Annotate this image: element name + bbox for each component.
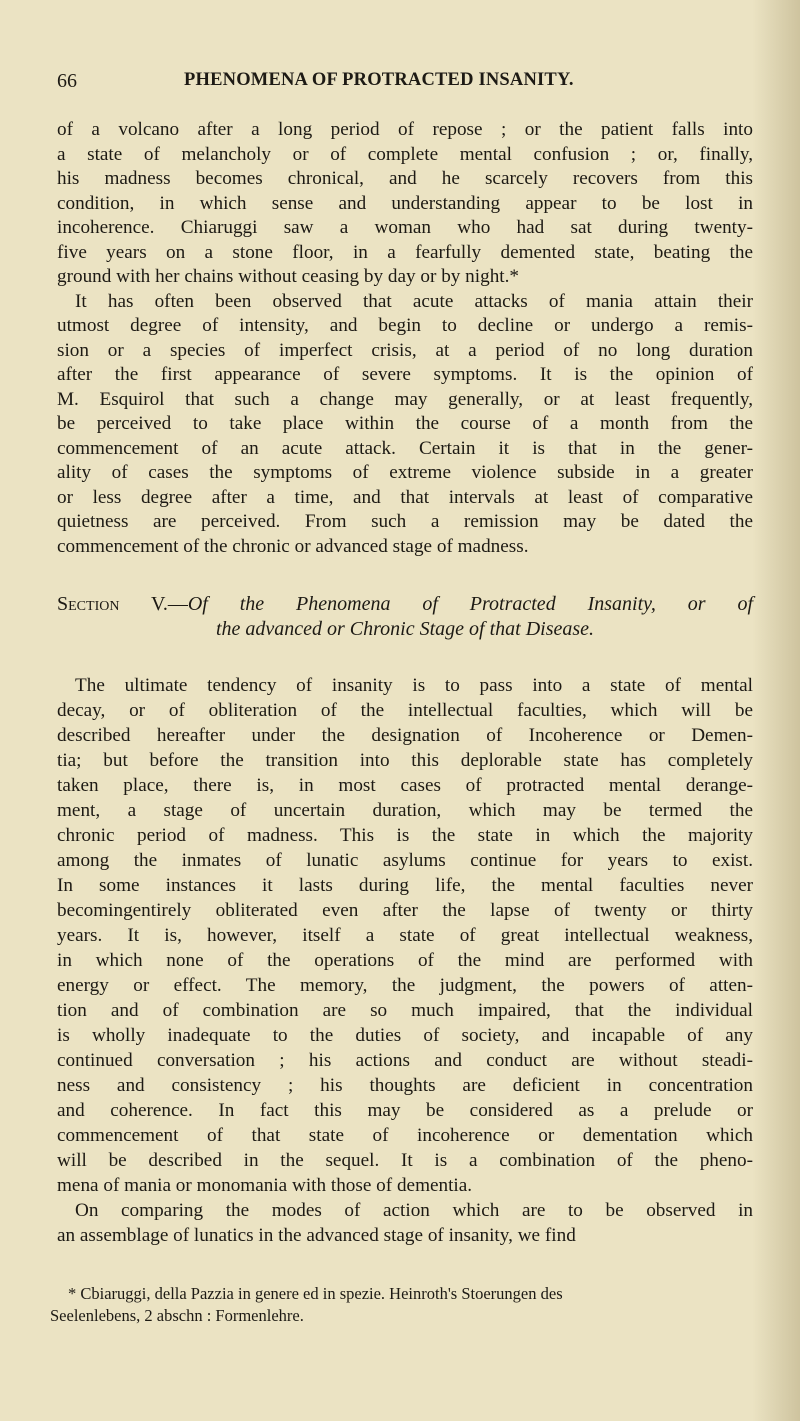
text-line: On comparing the modes of action which are to be observed in [75,1200,753,1221]
text-line: ment, a stage of uncertain duration, which may be termed the [57,800,753,821]
text-line: his madness becomes chronical, and he scarcely recovers from this [57,168,753,189]
section-title-line-2: the advanced or Chronic Stage of that Disease. [215,618,595,640]
page-number: 66 [57,70,77,92]
text-line: be perceived to take place within the course of a month from the [57,413,753,434]
text-line: M. Esquirol that such a change may generally, or at least frequently, [57,388,753,410]
text-line: tion and of combination are so much impaired, that the individual [57,1000,753,1021]
text-line: of a volcano after a long period of repose ; or the patient falls into [57,119,753,140]
text-line: incoherence. Chiaruggi saw a woman who had sat during twenty- [57,217,753,238]
section-heading [57,592,753,642]
text-line: sion or a species of imperfect crisis, at a period of no long duration [57,339,753,361]
text-line: commencement of that state of incoherence or dementation which [57,1125,753,1146]
text-line: will be described in the sequel. It is a combination of the pheno- [57,1150,753,1171]
text-line: decay, or of obliteration of the intellectual faculties, which will be [57,700,753,721]
footnote [50,1283,750,1327]
text-line: chronic period of madness. This is the state in which the majority [57,825,753,846]
text-line: among the inmates of lunatic asylums continue for years to exist. [57,850,753,871]
text-line: commencement of an acute attack. Certain it is that in the gener- [57,437,753,459]
text-line: after the first appearance of severe symptoms. It is the opinion of [57,364,753,385]
footnote-line-2: Seelenlebens, 2 abschn : Formenlehre. [50,1306,304,1325]
text-line: and coherence. In fact this may be considered as a prelude or [57,1100,753,1121]
text-line: an assemblage of lunatics in the advanced stage of insanity, we find [57,1225,576,1246]
section-label: Section V. [57,593,168,615]
text-line: ality of cases the symptoms of extreme violence subside in a greater [57,462,753,483]
text-line: The ultimate tendency of insanity is to pass into a state of mental [75,675,753,696]
text-line: commencement of the chronic or advanced stage of madness. [57,535,529,557]
text-line: It has often been observed that acute attacks of mania attain their [75,290,753,312]
text-line: ground with her chains without ceasing by day or by night.* [57,266,520,287]
text-line: taken place, there is, in most cases of protracted mental derange- [57,775,753,796]
section-dash: — [167,593,188,615]
footnote-line-1: * Cbiaruggi, della Pazzia in genere ed in spezie. Heinroth's Stoerungen des [68,1284,563,1303]
text-line: mena of mania or monomania with those of dementia. [57,1175,473,1196]
text-line: five years on a stone floor, in a fearfully demented state, beating the [57,241,753,263]
page-header [57,70,757,100]
text-line: is wholly inadequate to the duties of society, and incapable of any [57,1025,753,1046]
text-line: becomingentirely obliterated even after the lapse of twenty or thirty [57,900,753,921]
text-line: condition, in which sense and understanding appear to be lost in [57,192,753,214]
text-line: in which none of the operations of the mind are performed with [57,950,753,971]
text-line: described hereafter under the designation of Incoherence or Demen- [57,725,753,746]
text-line: utmost degree of intensity, and begin to decline or undergo a remis- [57,315,753,336]
paragraph-2 [57,673,753,1248]
text-line: years. It is, however, itself a state of great intellectual weakness, [57,925,753,946]
text-line: a state of melancholy or of complete mental confusion ; or, finally, [57,143,753,165]
section-title-line-1: Of the Phenomena of Protracted Insanity, or of [187,593,754,615]
text-line: tia; but before the transition into this deplorable state has completely [57,750,753,771]
text-line: continued conversation ; his actions and conduct are without steadi- [57,1050,753,1071]
running-title: PHENOMENA OF PROTRACTED INSANITY. [184,70,574,90]
paragraph-1 [57,118,753,568]
text-line: ness and consistency ; his thoughts are deficient in concentration [57,1075,753,1096]
text-line: or less degree after a time, and that intervals at least of comparative [57,486,753,508]
text-line: energy or effect. The memory, the judgment, the powers of atten- [57,975,753,996]
text-line: quietness are perceived. From such a remission may be dated the [57,511,753,532]
text-line: In some instances it lasts during life, the mental faculties never [57,875,753,896]
